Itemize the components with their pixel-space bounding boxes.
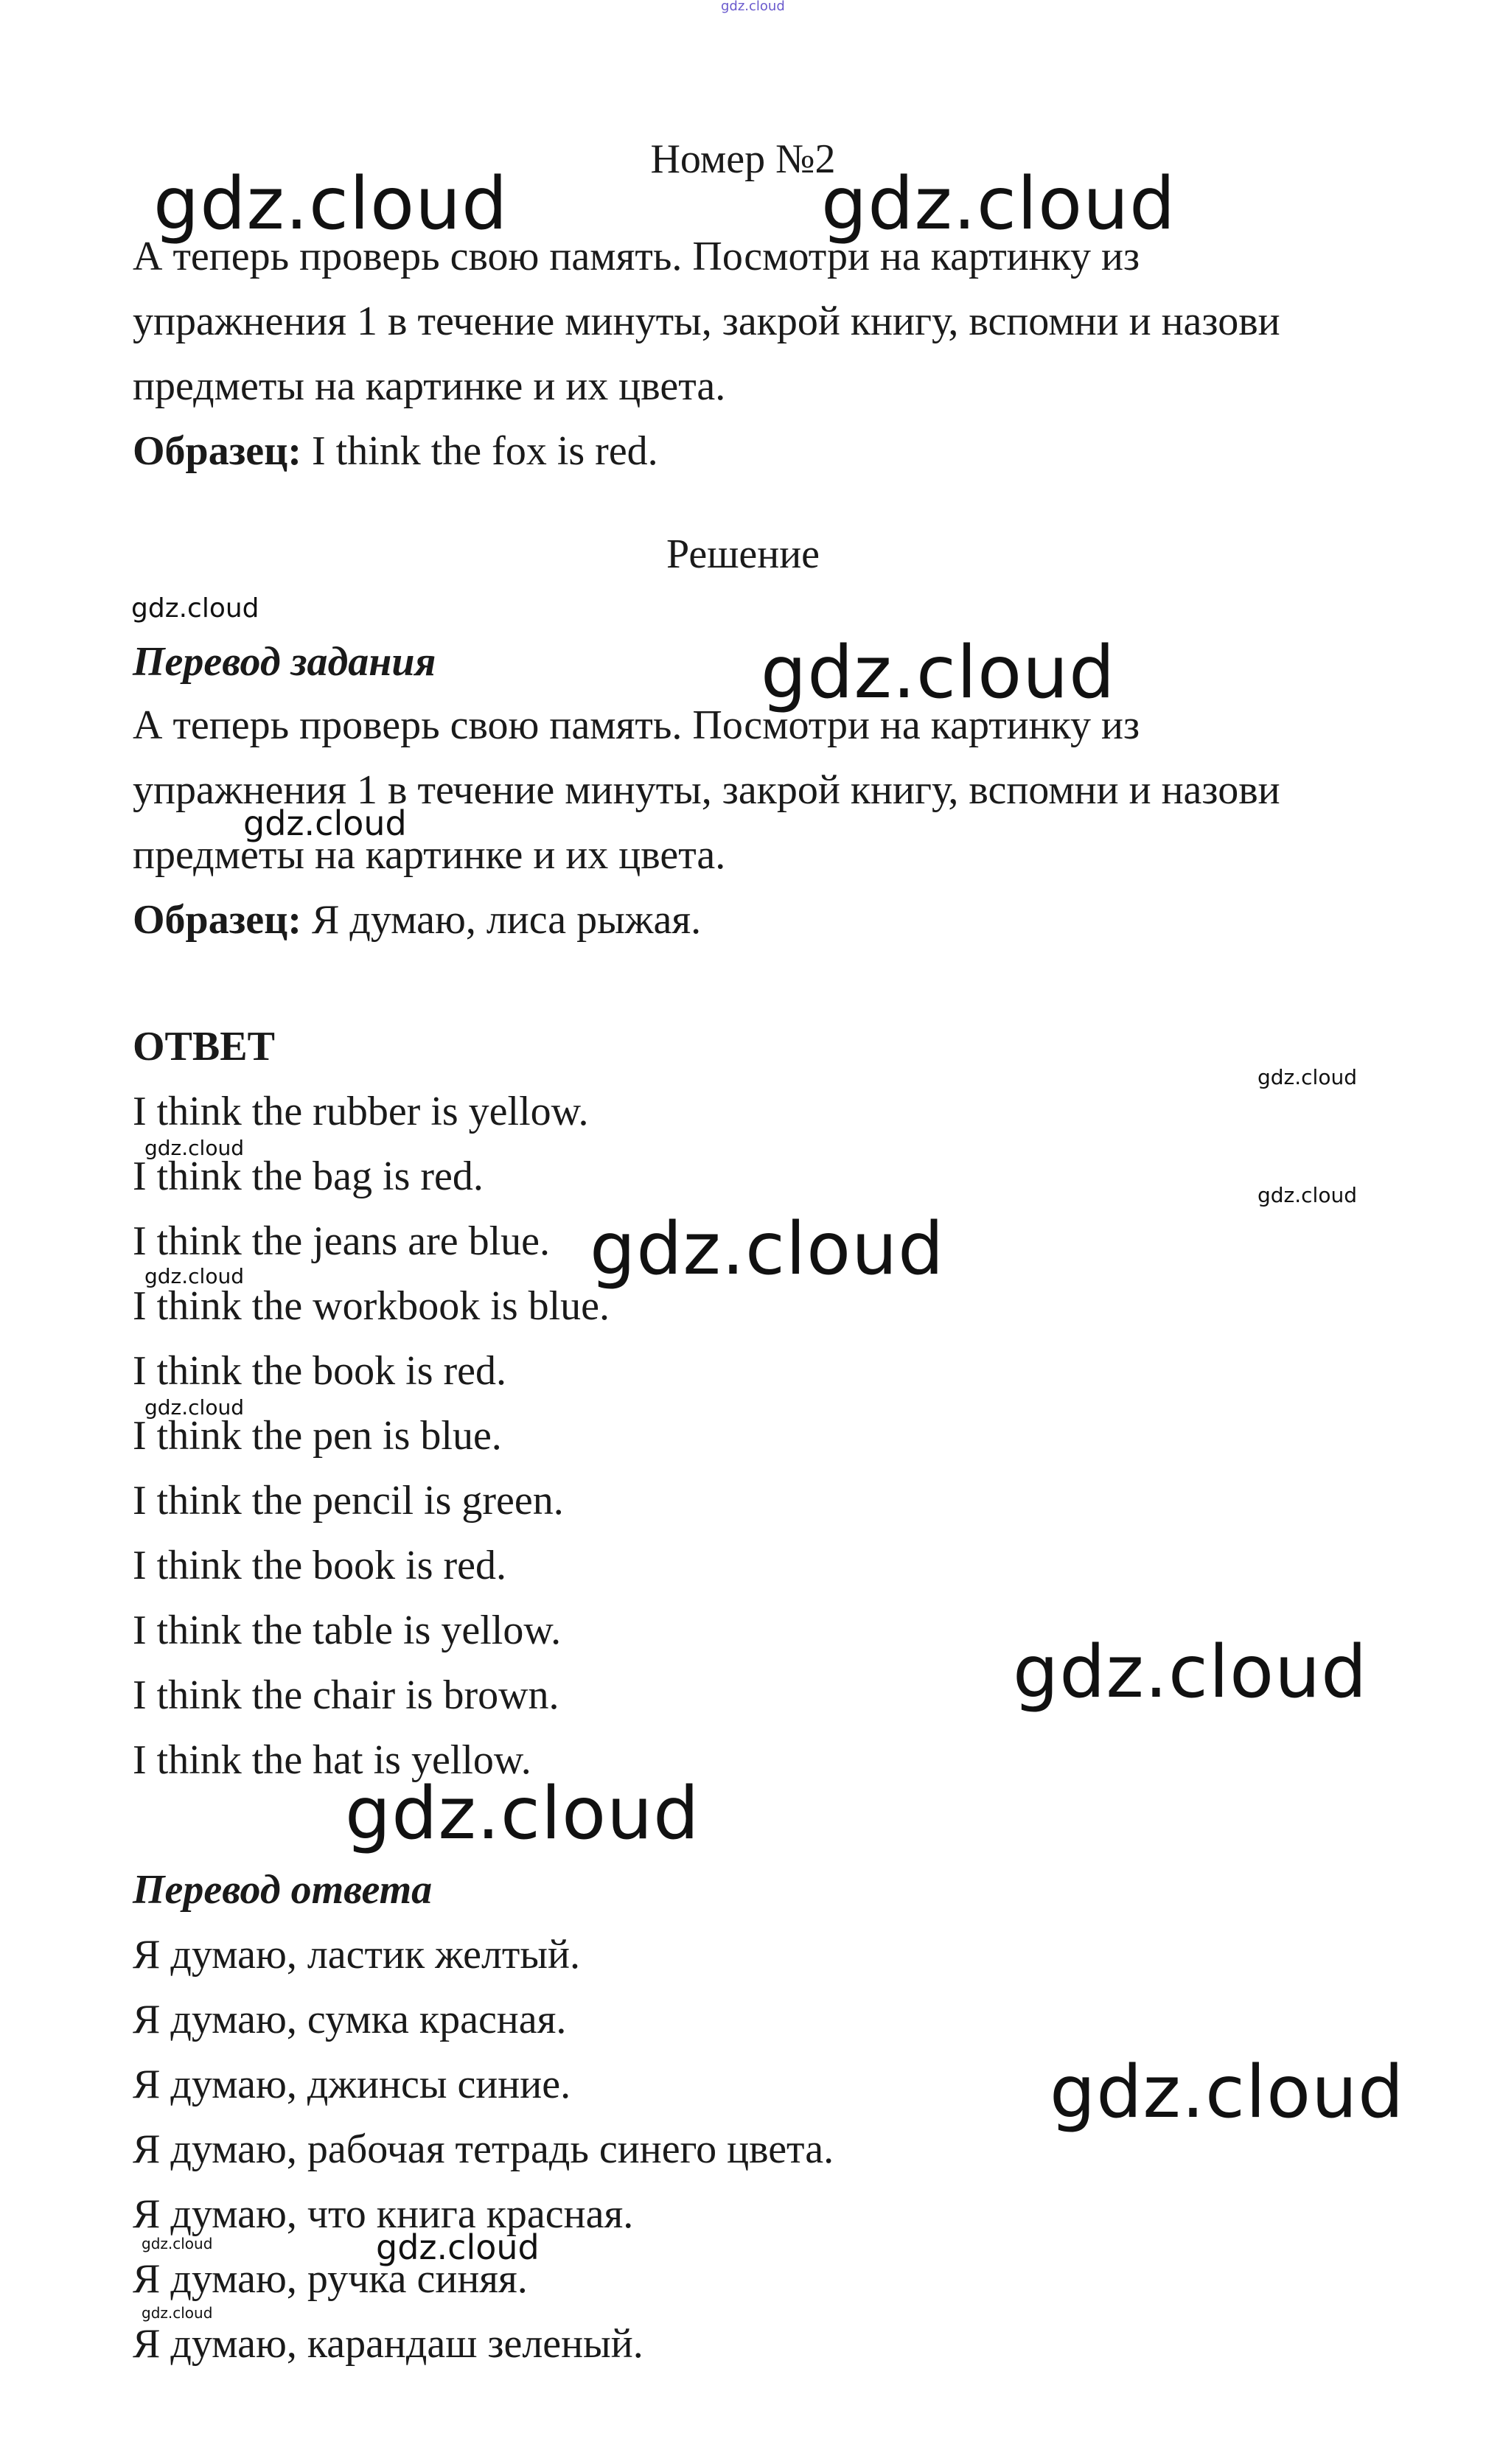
- watermark: gdz.cloud: [153, 162, 509, 246]
- translation-line-1: А теперь проверь свою память. Посмотри на картинку из: [133, 702, 1140, 748]
- watermark: gdz.cloud: [144, 1136, 244, 1160]
- answer-line: I think the table is yellow.: [133, 1608, 562, 1653]
- watermark: gdz.cloud: [131, 593, 259, 624]
- task-line-1: А теперь проверь свою память. Посмотри на картинку из: [133, 234, 1140, 279]
- answer-line: I think the pen is blue.: [133, 1413, 502, 1459]
- watermark: gdz.cloud: [1050, 2051, 1405, 2135]
- watermark: gdz.cloud: [761, 631, 1116, 715]
- task-sample-text: I think the fox is red.: [301, 428, 658, 474]
- task-sample-label: Образец:: [133, 428, 301, 474]
- answer-heading: ОТВЕТ: [133, 1024, 275, 1069]
- answer-line: I think the bag is red.: [133, 1154, 484, 1199]
- watermark: gdz.cloud: [243, 803, 407, 843]
- answer-translation-line: Я думаю, карандаш зеленый.: [133, 2321, 643, 2367]
- watermark: gdz.cloud: [1257, 1065, 1357, 1089]
- solution-heading: Решение: [666, 531, 820, 577]
- answer-translation-line: Я думаю, сумка красная.: [133, 1997, 567, 2042]
- answer-line: I think the jeans are blue.: [133, 1218, 551, 1264]
- watermark: gdz.cloud: [1013, 1630, 1368, 1714]
- watermark: gdz.cloud: [142, 2235, 213, 2252]
- answer-translation-line: Я думаю, ручка синяя.: [133, 2256, 528, 2302]
- answer-line: I think the hat is yellow.: [133, 1737, 531, 1783]
- watermark: gdz.cloud: [1257, 1183, 1357, 1207]
- translation-sample-text: Я думаю, лиса рыжая.: [301, 897, 702, 943]
- answer-line: I think the workbook is blue.: [133, 1283, 610, 1329]
- answer-translation-line: Я думаю, джинсы синие.: [133, 2062, 571, 2107]
- watermark: gdz.cloud: [721, 0, 785, 14]
- watermark: gdz.cloud: [144, 1264, 244, 1288]
- translation-sample-label: Образец:: [133, 897, 301, 943]
- watermark: gdz.cloud: [590, 1207, 945, 1291]
- answer-translation-line: Я думаю, рабочая тетрадь синего цвета.: [133, 2126, 834, 2172]
- watermark: gdz.cloud: [345, 1772, 700, 1856]
- watermark: gdz.cloud: [376, 2227, 540, 2267]
- answer-line: I think the book is red.: [133, 1543, 507, 1588]
- task-line-3: предметы на картинке и их цвета.: [133, 363, 726, 409]
- watermark: gdz.cloud: [821, 162, 1176, 246]
- answer-line: I think the chair is brown.: [133, 1672, 559, 1718]
- task-translation-heading: Перевод задания: [133, 639, 436, 685]
- translation-line-3: предметы на картинке и их цвета.: [133, 832, 726, 878]
- answer-line: I think the rubber is yellow.: [133, 1089, 589, 1134]
- watermark: gdz.cloud: [144, 1395, 244, 1420]
- exercise-number-title: Номер №2: [650, 136, 836, 182]
- answer-line: I think the book is red.: [133, 1348, 507, 1394]
- answer-translation-heading: Перевод ответа: [133, 1867, 433, 1913]
- answer-line: I think the pencil is green.: [133, 1478, 564, 1524]
- task-line-2: упражнения 1 в течение минуты, закрой книгу, вспомни и назови: [133, 299, 1280, 344]
- translation-line-2: упражнения 1 в течение минуты, закрой книгу, вспомни и назови: [133, 767, 1280, 813]
- task-sample: [133, 430, 658, 472]
- watermark: gdz.cloud: [142, 2304, 213, 2322]
- translation-sample: [133, 897, 702, 943]
- answer-translation-line: Я думаю, ластик желтый.: [133, 1932, 580, 1978]
- answer-translation-line: Я думаю, что книга красная.: [133, 2191, 634, 2237]
